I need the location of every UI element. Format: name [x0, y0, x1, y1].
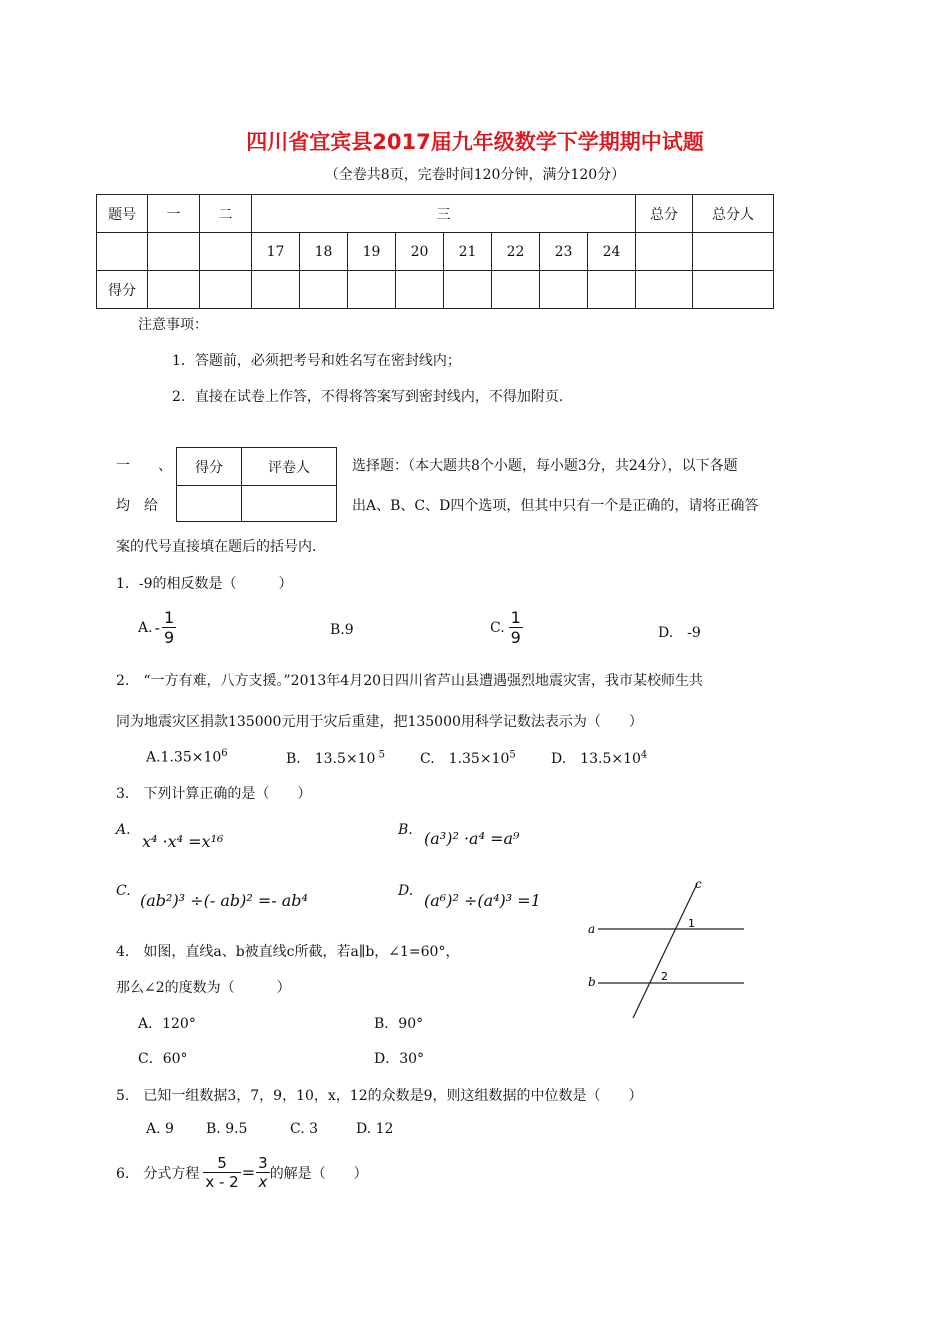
- section-1-intro-1: 选择题：（本大题共8个小题，每小题3分，共24分），以下各题: [352, 458, 738, 474]
- q5-option-b: B. 9.5: [206, 1121, 248, 1137]
- section-1-intro-3: 案的代号直接填在题后的括号内.: [116, 539, 317, 555]
- q2-line-2: 同为地震灾区捐款135000元用于灾后重建，把135000用科学记数法表示为（ ）: [116, 714, 643, 730]
- parallel-lines-figure: [584, 876, 750, 1022]
- label-b: b: [588, 975, 596, 989]
- q1-stem: 1．-9的相反数是（ ）: [116, 576, 293, 592]
- q4-option-c: C．60°: [138, 1051, 188, 1067]
- note-2: 2．直接在试卷上作答，不得将答案写到密封线内，不得加附页.: [172, 389, 564, 405]
- q3-option-a-label: A.: [116, 822, 131, 838]
- q3-option-d-label: D.: [398, 883, 414, 899]
- q4-option-b: B．90°: [374, 1016, 424, 1032]
- question-number: 18: [300, 233, 348, 271]
- question-number: 22: [492, 233, 540, 271]
- q2-option-a: $A.1.35\times 10^6$: [146, 748, 228, 766]
- q3-option-c-expr: (ab²)³ ÷(- ab)² =- ab⁴: [140, 891, 308, 910]
- q6-stem: 6. 分式方程 $\frac{5}{x - 2}$ = $\frac{3}{x}$ 的解是（ ）: [116, 1154, 368, 1191]
- q2-option-d: D. $13.5\times 10^4$: [551, 749, 648, 767]
- q4-option-d: D．30°: [374, 1051, 425, 1067]
- header-total: 总分: [636, 195, 693, 233]
- note-1: 1．答题前，必须把考号和姓名写在密封线内；: [172, 353, 461, 369]
- defen-label: 得分: [97, 271, 148, 309]
- page-subtitle: （全卷共8页，完卷时间120分钟，满分120分）: [324, 167, 626, 183]
- q2-option-c: C. $1.35\times 10^5$: [420, 749, 516, 767]
- notes-heading: 注意事项：: [138, 317, 208, 333]
- question-number: 24: [588, 233, 636, 271]
- q5-option-a: A. 9: [146, 1121, 174, 1137]
- label-c: c: [695, 877, 702, 891]
- angle-1-label: 1: [688, 917, 695, 930]
- question-number: 23: [540, 233, 588, 271]
- q3-option-d-expr: (a⁶)² ÷(a⁴)³ =1: [424, 891, 541, 910]
- label-a: a: [588, 922, 596, 936]
- section-1-label-2: 均 给: [116, 498, 158, 514]
- page-title: 四川省宜宾县2017届九年级数学下学期期中试题: [246, 130, 704, 154]
- q1-option-c: C. $\frac{1}{9}$: [490, 608, 521, 647]
- grader-table: [176, 447, 337, 522]
- q3-option-a-expr: x⁴ ·x⁴ =x¹⁶: [142, 832, 224, 851]
- q5-option-c: C. 3: [290, 1121, 319, 1137]
- q5-stem: 5. 已知一组数据3，7，9，10，x，12的众数是9，则这组数据的中位数是（ ）: [116, 1088, 643, 1104]
- q4-line-2: 那么∠2的度数为（ ）: [116, 980, 291, 996]
- q2-option-b: B. 13.5×10 $^5$: [286, 749, 386, 767]
- section-1-intro-2: 出A、B、C、D四个选项，但其中只有一个是正确的，请将正确答: [352, 498, 759, 514]
- header-section-2: 二: [200, 195, 252, 233]
- question-number: 17: [252, 233, 300, 271]
- q4-option-a: A．120°: [138, 1016, 196, 1032]
- q1-option-a: A. - $\frac{1}{9}$: [138, 608, 175, 647]
- q3-stem: 3. 下列计算正确的是（ ）: [116, 786, 312, 802]
- q2-line-1: 2. “一方有难，八方支援。”2013年4月20日四川省芦山县遭遇强烈地震灾害，我市某校师生共: [116, 673, 704, 689]
- angle-2-label: 2: [661, 970, 668, 983]
- q4-line-1: 4. 如图，直线a、b被直线c所截，若a∥b，∠1=60°，: [116, 944, 460, 960]
- grader-name-header: 评卷人: [242, 448, 337, 486]
- q3-option-c-label: C.: [116, 883, 131, 899]
- grader-score-header: 得分: [177, 448, 242, 486]
- line-c: [633, 884, 697, 1018]
- q1-option-b: B.9: [330, 622, 354, 638]
- q1-option-d: D. -9: [658, 625, 701, 641]
- question-number: 20: [396, 233, 444, 271]
- header-section-3: 三: [252, 195, 636, 233]
- section-1-label: 一 、: [116, 458, 172, 474]
- question-number: 19: [348, 233, 396, 271]
- header-totaler: 总分人: [693, 195, 774, 233]
- q3-option-b-expr: (a³)² ·a⁴ =a⁹: [424, 829, 520, 848]
- header-section-1: 一: [148, 195, 200, 233]
- question-number: 21: [444, 233, 492, 271]
- score-table: [96, 194, 774, 309]
- header-tihao: 题号: [97, 195, 148, 233]
- q5-option-d: D. 12: [356, 1121, 394, 1137]
- q3-option-b-label: B.: [398, 822, 413, 838]
